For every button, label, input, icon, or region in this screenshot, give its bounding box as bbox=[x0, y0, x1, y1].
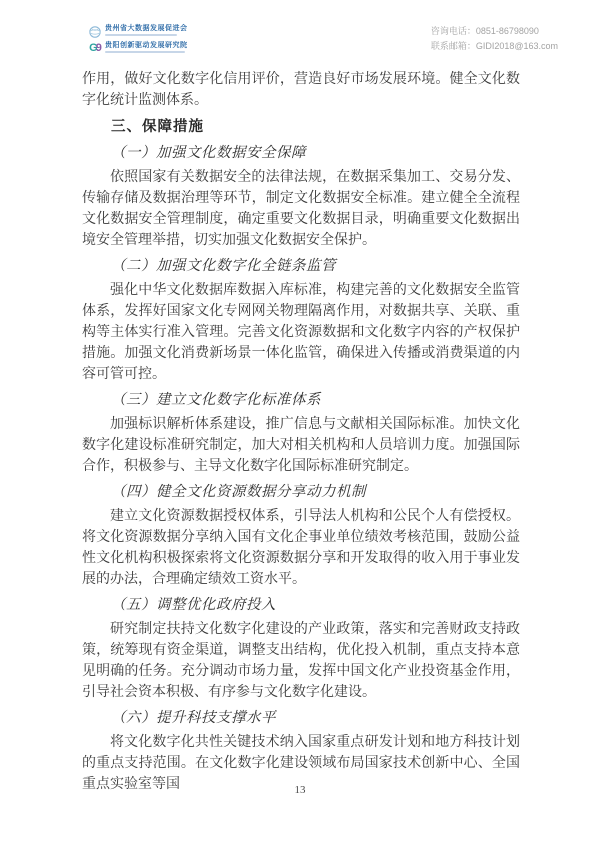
org-logo-block bbox=[88, 25, 188, 55]
globe-logo-icon bbox=[88, 25, 101, 38]
org2-texts bbox=[105, 42, 188, 53]
subsection-heading-6: （六）提升科技支撑水平 bbox=[111, 710, 276, 726]
section-heading-3: 三、保障措施 bbox=[111, 119, 204, 135]
paragraph: 建立文化资源数据授权体系，引导法人机构和公民个人有偿授权。将文化资源数据分享纳入国有文化企事业单位绩效考核范围，鼓励公益性文化机构积极探索将文化资源数据分享和开发取得的收入用于事业发展的办法，合理确定绩效工资水平。 bbox=[82, 509, 520, 587]
paragraph: 将文化数字化共性关键技术纳入国家重点研发计划和地方科技计划的重点支持范围。在文化数字化建设领域布局国家技术创新中心、全国重点实验室等国 bbox=[82, 735, 520, 792]
contact-email: 联系邮箱：GIDI2018@163.com bbox=[430, 41, 558, 51]
paragraph-continuation: 作用，做好文化数字化信用评价，营造良好市场发展环境。健全文化数字化统计监测体系。 bbox=[82, 72, 520, 108]
document-body bbox=[82, 69, 520, 795]
org1-texts bbox=[105, 25, 188, 36]
paragraph: 加强标识解析体系建设，推广信息与文献相关国际标准。加快文化数字化建设标准研究制定，加大对相关机构和人员培训力度。加强国际合作，积极参与、主导文化数字化国际标准研究制定。 bbox=[82, 417, 520, 474]
page-number: 13 bbox=[294, 784, 306, 796]
contact-phone: 咨询电话：0851-86798090 bbox=[430, 26, 539, 36]
org1-english-subline bbox=[105, 34, 177, 36]
paragraph: 研究制定扶持文化数字化建设的产业政策，落实和完善财政支持政策，统筹现有资金渠道，调整支出结构，优化投入机制，重点支持本意见明确的任务。充分调动市场力量，发挥中国文化产业投资基金作用，引导社会资本积极、有序参与文化数字化建设。 bbox=[82, 622, 520, 700]
subsection-heading-4: （四）健全文化资源数据分享动力机制 bbox=[111, 484, 366, 500]
subsection-heading-2: （二）加强文化数字化全链条监管 bbox=[111, 258, 336, 274]
subsection-heading-5: （五）调整优化政府投入 bbox=[111, 597, 276, 613]
org2-row bbox=[88, 42, 188, 55]
contact-info bbox=[431, 25, 558, 52]
subsection-heading-1: （一）加强文化数据安全保障 bbox=[111, 145, 306, 161]
g9-logo-icon: G9 bbox=[89, 42, 100, 54]
subsection-heading-3: （三）建立文化数字化标准体系 bbox=[111, 392, 321, 408]
paragraph: 依照国家有关数据安全的法律法规，在数据采集加工、交易分发、传输存储及数据治理等环节，制定文化数据安全标准。建立健全全流程文化数据安全管理制度，确定重要文化数据目录，明确重要文化数据出境安全管理举措，切实加强文化数据安全保护。 bbox=[82, 170, 520, 248]
org1-row bbox=[88, 25, 188, 38]
page-header bbox=[88, 25, 558, 55]
paragraph: 强化中华文化数据库数据入库标准，构建完善的文化数据安全监管体系，发挥好国家文化专网网关物理隔离作用，对数据共享、关联、重构等主体实行准入管理。完善文化资源数据和文化数字内容的产权保护措施。加强文化消费新场景一体化监管，确保进入传播或消费渠道的内容可管可控。 bbox=[82, 283, 520, 382]
org2-english-subline bbox=[105, 51, 185, 53]
org1-name: 贵州省大数据发展促进会 bbox=[105, 25, 188, 32]
org2-name: 贵阳创新驱动发展研究院 bbox=[105, 42, 188, 49]
